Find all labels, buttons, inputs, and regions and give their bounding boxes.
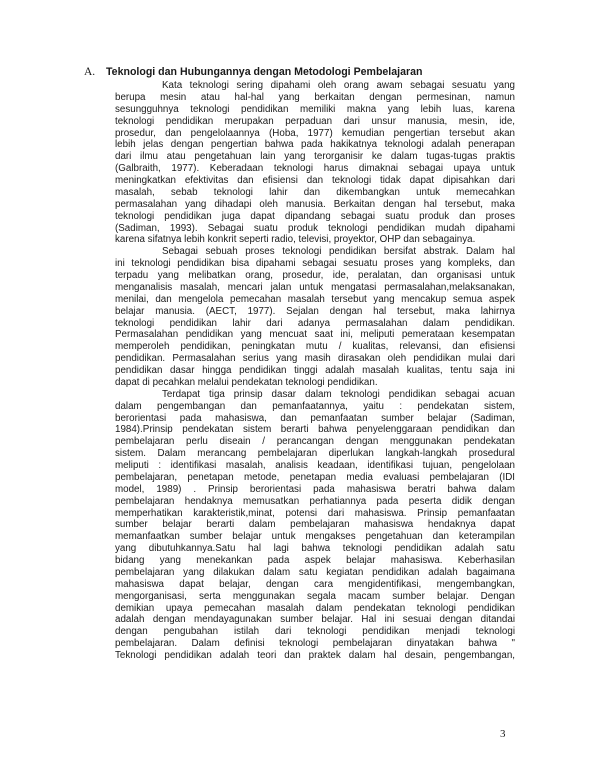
text-line: menganalisis masalah, mencari jalan untuk mengatasi permasalahan,melaksanakan,: [115, 281, 515, 293]
text-line: teknologi pendidikan juga dapat dipandang sebagai suatu produk dan proses: [115, 210, 515, 222]
text-line: teknologi pendidikan merupakan perpaduan dari unsur manusia, mesin, ide,: [115, 115, 515, 127]
text-line: menilai, dan mengelola pemecahan masalah tersebut yang mencakup semua aspek: [115, 293, 515, 305]
text-line: sesungguhnya teknologi pendidikan memiliki makna yang lebih luas, karena: [115, 103, 515, 115]
text-line: yang dibutuhkannya.Satu hal lagi bahwa teknologi pendidikan adalah satu: [115, 543, 515, 555]
text-line: karena sifatnya lebih konkrit seperti radio, televisi, proyektor, OHP dan sebagainya.: [115, 234, 476, 246]
body-text: [115, 80, 515, 662]
text-line: berorientasi pada mahasiswa, dan pemanfaatan sumber belajar (Sadiman,: [115, 412, 515, 424]
text-line: adalah dengan mendayagunakan sumber belajar. Hal ini sesuai dengan ditandai: [115, 614, 515, 626]
text-line: terpadu yang melibatkan orang, prosedur, ide, peralatan, dan organisasi untuk: [115, 270, 515, 281]
text-line: masalah, sebab teknologi lahir dan dikembangkan untuk memecahkan: [115, 186, 515, 198]
text-line: dapat di pecahkan melalui pendekatan teknologi pendidikan.: [115, 376, 378, 388]
text-line: lebih jelas dengan pengertian bahwa pada hakikatnya teknologi adalah penerapan: [115, 139, 515, 151]
text-line: dengan pengubahan istilah dari teknologi pendidikan menjadi teknologi: [115, 626, 515, 638]
text-line: pembelajaran hendaknya memusatkan perhatiannya pada peserta didik dengan: [115, 495, 515, 507]
text-line: memanfaatkan sumber belajar untuk mengakses pengetahuan dan keterampilan: [115, 531, 515, 543]
text-line: mengorganisasi, serta menggunakan segala macam sumber belajar. Dengan: [115, 590, 515, 602]
text-line: permasalahan yang dihadapi oleh manusia. Berkaitan dengan hal tersebut, maka: [115, 198, 515, 210]
page-number: 3: [500, 728, 506, 740]
text-line: pembelajaran. Dalam definisi teknologi pembelajaran dinyatakan bahwa ": [115, 638, 515, 650]
text-line: dalam pengembangan dan pemanfaatannya, yaitu : pendekatan sistem,: [115, 400, 515, 412]
text-line: pembelajaran, penetapan metode, penetapan media evaluasi pembelajaran (IDI: [115, 471, 515, 483]
text-line: pembelajaran yang dilakukan dalam satu kegiatan pendidikan adalah bagaimana: [115, 566, 515, 578]
text-line: pendidikan. Permasalahan serius yang masih dirasakan oleh pendidikan mulai dari: [115, 353, 515, 365]
text-line: model, 1989) . Prinsip berorientasi pada mahasiswa beratri bahwa dalam: [115, 483, 515, 495]
text-line: demikian upaya pemecahan masalah dalam pendekatan teknologi pendidikan: [115, 602, 515, 614]
text-line: ini teknologi pendidikan bisa dipahami sebagai sesuatu proses yang kompleks, dan: [115, 258, 515, 270]
text-line: meliputi : identifikasi masalah, analisis keadaan, identifikasi tujuan, pengelolaan: [115, 460, 515, 471]
section-letter: A.: [84, 66, 96, 78]
text-line: berupa mesin atau hal-hal yang berkaitan dengan permesinan, namun: [115, 91, 515, 103]
text-line: sumber belajar berarti dalam pembelajaran mahasiswa hendaknya dapat: [115, 519, 515, 531]
section-title: Teknologi dan Hubungannya dengan Metodologi Pembelajaran: [106, 66, 423, 78]
text-line: prosedur, dan pengelolaannya (Hoba, 1977) kemudian pengertian tersebut akan: [115, 127, 515, 139]
text-line: Teknologi pendidikan adalah teori dan praktek dalam hal desain, pengembangan,: [115, 650, 515, 661]
text-line: Sebagai sebuah proses teknologi pendidikan bersifat abstrak. Dalam hal: [162, 246, 515, 258]
text-line: Terdapat tiga prinsip dasar dalam teknologi pendidikan sebagai acuan: [162, 388, 515, 400]
text-line: memperoleh pendidikan, peningkatan mutu / kualitas, relevansi, dan efisiensi: [115, 341, 515, 353]
text-line: belajar manusia. (AECT, 1977). Sejalan dengan hal tersebut, maka lahirnya: [115, 305, 515, 317]
text-line: Kata teknologi sering dipahami oleh orang awam sebagai sesuatu yang: [162, 80, 515, 91]
text-line: memperhatikan karakteristik,minat, potensi dari mahasiswa. Prinsip pemanfaatan: [115, 507, 515, 519]
text-line: dari ilmu atau pengetahuan lain yang terorganisir ke dalam tugas-tugas praktis: [115, 151, 515, 163]
text-line: meningkatkan efektivitas dan efisiensi dan teknologi tidak dapat dipisahkan dari: [115, 175, 515, 186]
text-line: teknologi pendidikan lahir dari adanya permasalahan dalam pendidikan.: [115, 317, 515, 329]
text-line: Permasalahan pendidikan yang mencuat saat ini, meliputi pemerataan kesempatan: [115, 329, 515, 341]
text-line: mahasiswa dapat belajar, dengan cara mengidentifikasi, mengembangkan,: [115, 578, 515, 590]
text-line: 1984).Prinsip pendekatan sistem berarti bahwa penyelenggaraan pendidikan dan: [115, 424, 515, 436]
section-heading: [84, 66, 534, 79]
text-line: sistem. Dalam merancang pembelajaran diperlukan langkah-langkah prosedural: [115, 448, 515, 460]
text-line: (Galbraith, 1977). Keberadaan teknologi harus dimaknai sebagai upaya untuk: [115, 163, 515, 175]
text-line: pendidikan dasar hingga pendidikan tinggi adalah masalah kualitas, tentu saja ini: [115, 365, 515, 376]
text-line: bidang yang menekankan pada aspek belajar mahasiswa. Keberhasilan: [115, 555, 515, 566]
text-line: (Sadiman, 1993). Sebagai suatu produk teknologi pendidikan mudah dipahami: [115, 222, 515, 234]
text-line: pembelajaran perlu diseain / perancangan dengan menggunakan pendekatan: [115, 436, 515, 448]
